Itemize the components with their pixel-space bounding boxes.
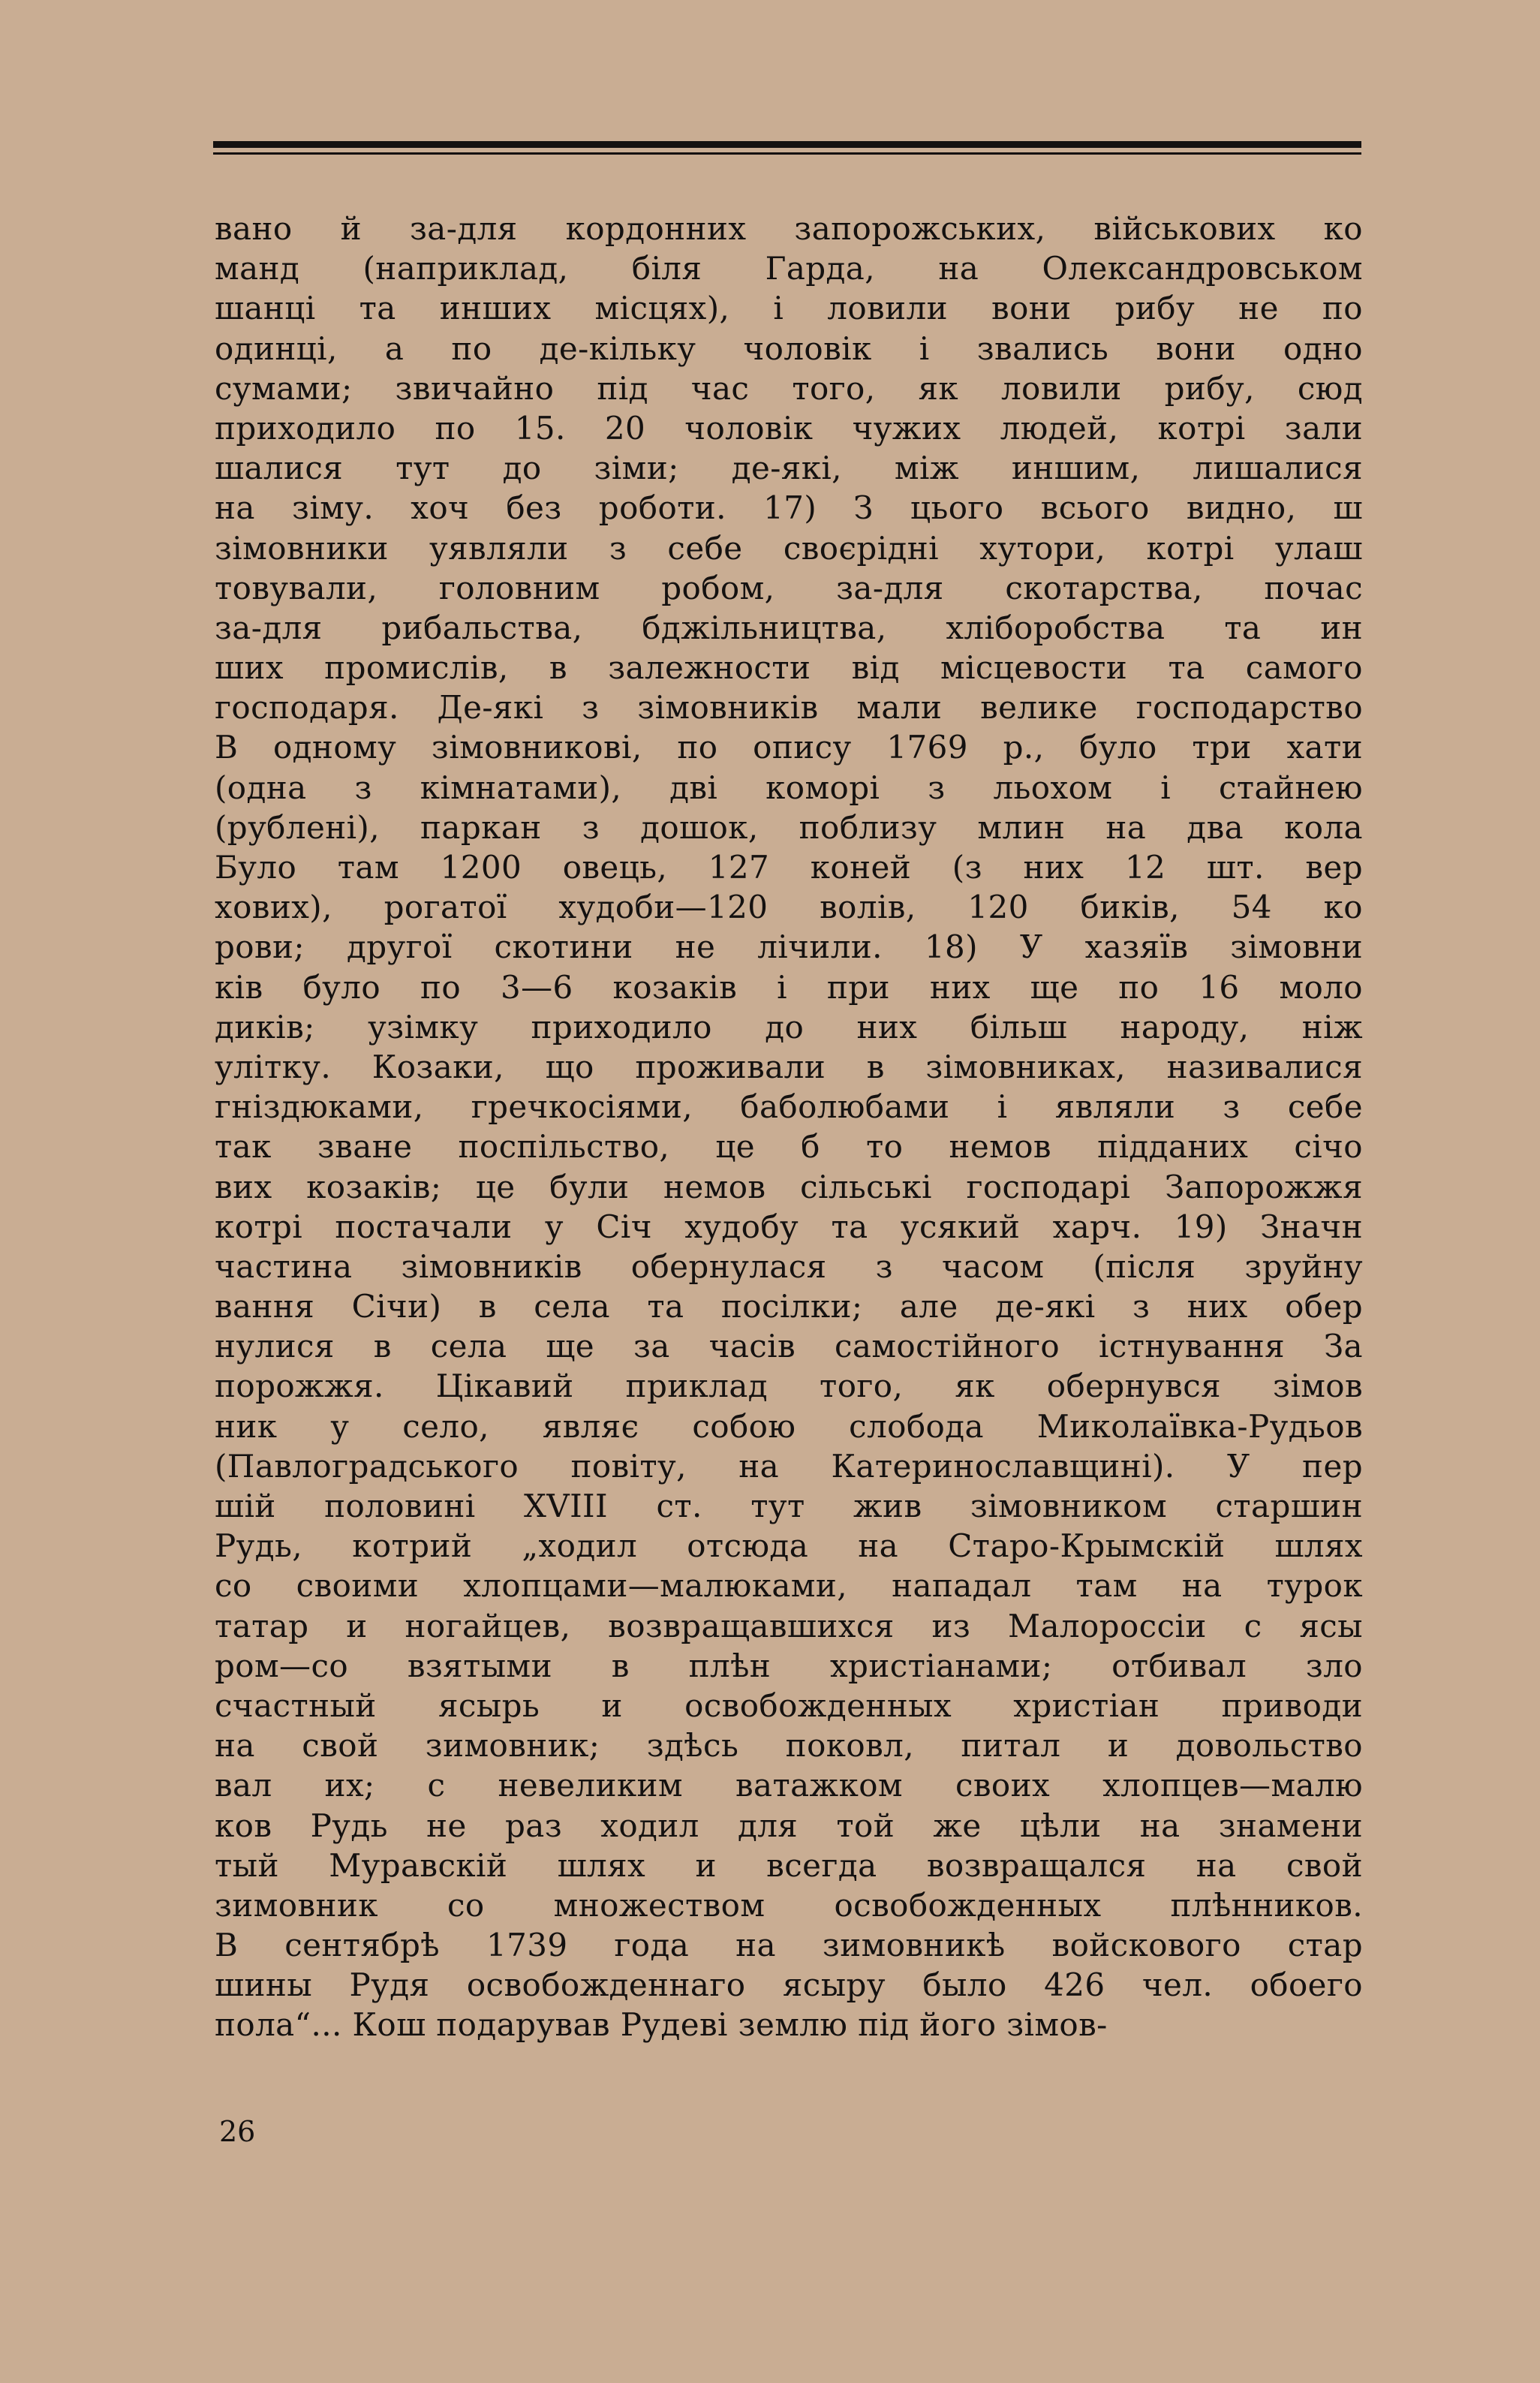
text-line: хових), рогатої худоби—120 волів, 120 биків, 54 ко [215, 889, 1363, 926]
text-line: ків було по 3—6 козаків і при них ще по 16 моло [215, 968, 1363, 1006]
text-line: за-для рибальства, бджільництва, хліборобства та ин [215, 609, 1363, 646]
top-rule-thick [213, 141, 1361, 148]
text-line: порожжя. Цікавий приклад того, як обернувся зімов [215, 1368, 1363, 1405]
text-line: со своими хлопцами—малюками, нападал там на турок [215, 1567, 1363, 1605]
text-line: Рудь, котрий „ходил отсюда на Старо-Крымскій шлях [215, 1527, 1363, 1565]
text-line: шій половині XVIII ст. тут жив зімовником старшин [215, 1488, 1363, 1524]
text-line: рови; другої скотини не лічили. 18) У хазяїв зімовни [215, 928, 1363, 966]
text-line: на зіму. хоч без роботи. 17) З цього всього видно, ш [215, 489, 1363, 527]
text-line: котрі постачали у Січ худобу та усякий харч. 19) Значн [215, 1208, 1363, 1245]
text-line: сумами; звичайно під час того, як ловили рибу, сюд [215, 369, 1363, 407]
text-line: шалися тут до зіми; де-які, між иншим, лишалися [215, 450, 1363, 487]
text-line: приходило по 15. 20 чоловік чужих людей, котрі зали [215, 409, 1363, 447]
text-line: господаря. Де-які з зімовників мали велике господарство [215, 689, 1363, 727]
text-line: ник у село, являє собою слобода Миколаївка-Рудьов [215, 1407, 1363, 1445]
text-line: манд (наприклад, біля Гарда, на Олександровськом [215, 250, 1363, 287]
text-line: вано й за-для кордонних запорожських, військових ко [215, 210, 1363, 247]
text-line: пола“... Кош подарував Рудеві землю під його зімов- [215, 2006, 1108, 2044]
text-line: вання Січи) в села та посілки; але де-які з них обер [215, 1288, 1363, 1325]
text-line: ков Рудь не раз ходил для той же цѣли на знамени [215, 1807, 1363, 1844]
text-line: частина зімовників обернулася з часом (після зруйну [215, 1247, 1363, 1285]
text-line: зімовники уявляли з себе своєрідні хутори, котрі улаш [215, 529, 1363, 567]
text-line: одинці, а по де-кільку чоловік і звались вони одно [215, 329, 1363, 367]
text-line: гніздюками, гречкосіями, баболюбами і являли з себе [215, 1088, 1363, 1126]
text-line: вал их; с невеликим ватажком своих хлопцев—малю [215, 1767, 1363, 1804]
text-line: тый Муравскій шлях и всегда возвращался на свой [215, 1846, 1363, 1884]
text-line: (одна з кімнатами), дві коморі з льохом і стайнею [215, 769, 1363, 806]
text-line: Було там 1200 овець, 127 коней (з них 12 шт. вер [215, 849, 1363, 886]
text-line: счастный ясырь и освобожденных христіан приводи [215, 1686, 1363, 1724]
text-line: В одному зімовникові, по опису 1769 р., було три хати [215, 729, 1363, 766]
text-line: ром—со взятыми в плѣн христіанами; отбивал зло [215, 1647, 1363, 1684]
text-line: татар и ногайцев, возвращавшихся из Малороссіи с ясы [215, 1607, 1363, 1644]
page-number: 26 [219, 2115, 256, 2148]
text-line: ших промислів, в залежности від місцевости та самого [215, 649, 1363, 687]
text-line: (Павлоградського повіту, на Катеринославщині). У пер [215, 1447, 1363, 1485]
text-line: шанці та инших місцях), і ловили вони рибу не по [215, 290, 1363, 327]
text-line: улітку. Козаки, що проживали в зімовниках, називалися [215, 1048, 1363, 1085]
text-line: нулися в села ще за часів самостійного істнування За [215, 1328, 1363, 1365]
text-line: так зване поспільство, це б то немов підданих січо [215, 1128, 1363, 1166]
text-line: В сентябрѣ 1739 года на зимовникѣ войскового стар [215, 1927, 1363, 1964]
top-rule-thin [213, 152, 1361, 155]
text-line: диків; узімку приходило до них більш народу, ніж [215, 1008, 1363, 1046]
text-line: товували, головним робом, за-для скотарства, почас [215, 569, 1363, 606]
text-line: (рублені), паркан з дошок, поблизу млин на два кола [215, 808, 1363, 846]
text-line: на свой зимовник; здѣсь поковл, питал и довольство [215, 1727, 1363, 1765]
body-text [215, 209, 1363, 2045]
text-line: вих козаків; це були немов сільські господарі Запорожжя [215, 1168, 1363, 1205]
text-line: зимовник со множеством освобожденных плѣнников. [215, 1886, 1363, 1924]
text-line: шины Рудя освобожденнаго ясыру было 426 чел. обоего [215, 1966, 1363, 2004]
